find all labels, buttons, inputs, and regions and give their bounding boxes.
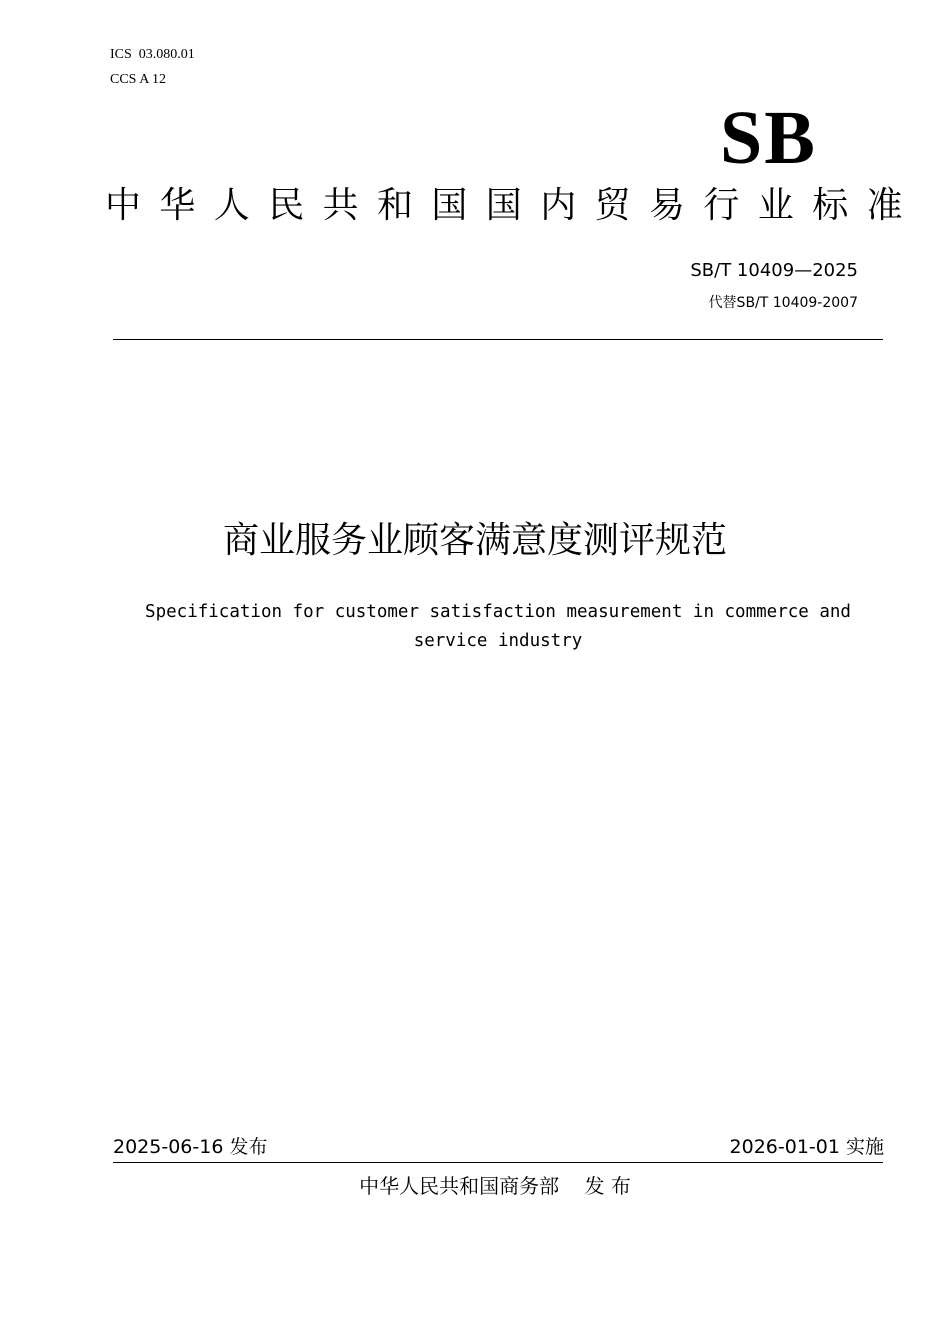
ccs-code: CCS A 12 (110, 72, 167, 87)
issuer: 中华人民共和国商务部 发 布 (359, 1174, 631, 1198)
standard-number: SB/T 10409—2025 (690, 260, 858, 281)
ics-code: ICS 03.080.01 (110, 47, 195, 62)
document-title-en: Specification for customer satisfaction measurement in commerce and service industry (145, 602, 851, 651)
replaces-standard: 代替SB/T 10409-2007 (708, 295, 858, 311)
footer-divider (113, 1162, 883, 1163)
header-divider (113, 339, 883, 340)
standard-logo: SB (720, 96, 817, 180)
publish-date: 2025-06-16 发布 (113, 1136, 268, 1158)
org-title: 中华人民共和国国内贸易行业标准 (105, 185, 922, 226)
implement-date: 2026-01-01 实施 (729, 1136, 884, 1158)
document-title-cn: 商业服务业顾客满意度测评规范 (222, 520, 727, 561)
